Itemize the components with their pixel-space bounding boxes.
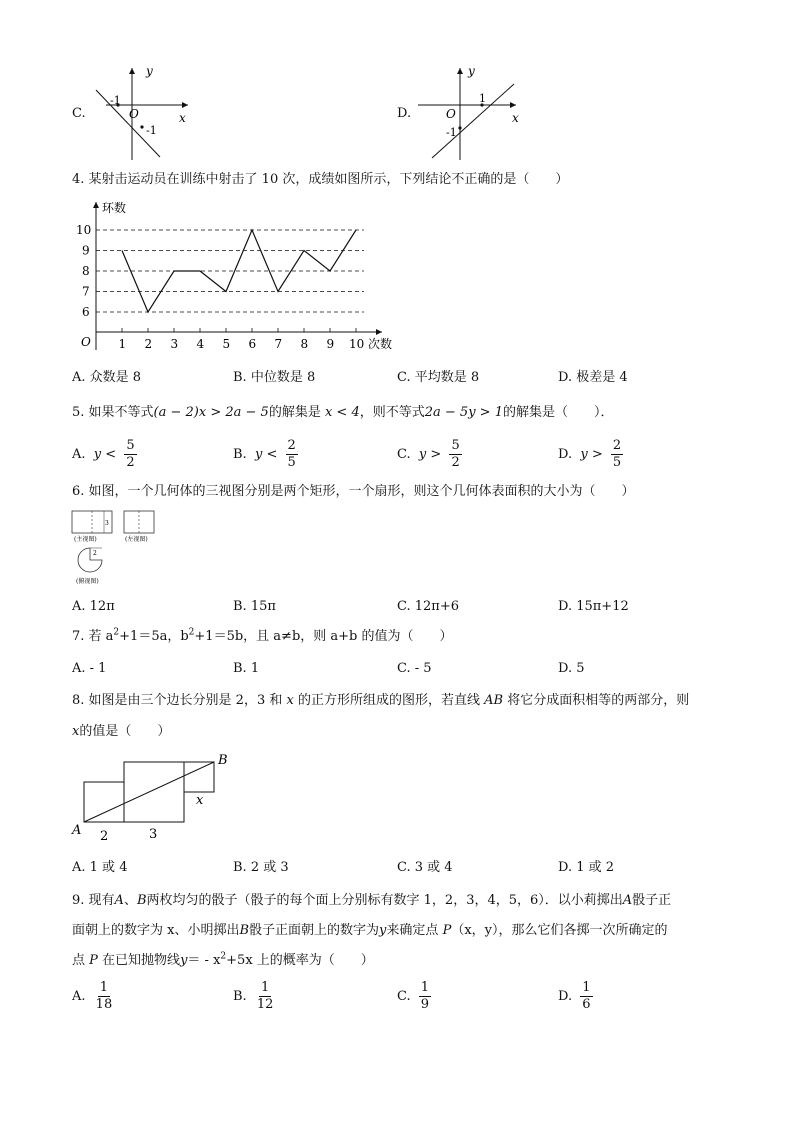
- x-tick-label: 5: [222, 337, 231, 351]
- q5-option-a[interactable]: A. y < $\frac{5}{2}$: [72, 438, 135, 470]
- q8-stem-line2: x的值是（ ）: [72, 724, 171, 739]
- x-tick-label: 10: [349, 337, 365, 351]
- tick-1-x: 1: [479, 92, 486, 105]
- q8-squares-figure: [68, 750, 238, 848]
- point-a-label: A: [72, 823, 82, 838]
- q6-option-a[interactable]: A. 12π: [72, 599, 115, 614]
- y-tick-label: 8: [82, 264, 90, 278]
- origin-label: O: [446, 107, 456, 121]
- x-label: x: [179, 111, 186, 125]
- origin-label: O: [81, 335, 91, 349]
- y-tick-label: 7: [82, 284, 90, 299]
- square-3: [124, 762, 184, 822]
- point-y-intercept: [458, 126, 461, 129]
- q9-stem-line1: 9. 现有A、B两枚均匀的骰子（骰子的每个面上分别标有数字 1，2，3，4，5，6）．以小莉掷出A骰子正: [72, 893, 672, 908]
- dim-2: 2: [93, 550, 97, 557]
- tick-neg1-y: -1: [446, 126, 457, 139]
- y-tick-label: 10: [76, 223, 92, 237]
- q7-option-a[interactable]: A. - 1: [72, 661, 107, 676]
- dim-3: 3: [105, 520, 109, 527]
- q8-stem-line1: 8. 如图是由三个边长分别是 2，3 和 x 的正方形所组成的图形，若直线 AB 将它分成面积相等的两部分，则: [72, 693, 690, 708]
- fraction: $\frac{1}{6}$: [582, 980, 591, 1012]
- y-tick-label: 6: [82, 305, 90, 319]
- tick-neg1-y: -1: [146, 124, 157, 137]
- square-2: [84, 782, 124, 822]
- q9-option-c[interactable]: C. $\frac{1}{9}$: [397, 980, 430, 1012]
- x-tick-label: 1: [118, 337, 127, 351]
- q3-option-d-label[interactable]: D.: [397, 106, 412, 121]
- x-axis-title: 次数: [368, 337, 393, 351]
- origin-label: O: [129, 107, 139, 121]
- x-tick-label: 9: [326, 337, 335, 351]
- q6-three-views: [70, 508, 170, 590]
- front-view-label: (主视图): [74, 536, 97, 543]
- q9-option-d[interactable]: D. $\frac{1}{6}$: [558, 980, 591, 1012]
- fraction: $\frac{1}{9}$: [420, 980, 430, 1012]
- solution-set: x < 4: [324, 405, 360, 420]
- side-2-label: 2: [100, 829, 109, 844]
- x-tick-label: 7: [274, 337, 283, 351]
- q4-option-a[interactable]: A. 众数是 8: [72, 370, 142, 385]
- q9-option-a[interactable]: A. $\frac{1}{18}$: [72, 980, 113, 1012]
- q9-stem-line2: 面朝上的数字为 x、小明掷出B骰子正面朝上的数字为y来确定点 P（x，y），那么它们各掷一次所确定的: [72, 923, 668, 938]
- q7-option-b[interactable]: B. 1: [233, 661, 260, 676]
- x-tick-label: 2: [144, 337, 153, 351]
- q7-option-d[interactable]: D. 5: [558, 661, 585, 676]
- point-b-label: B: [218, 753, 228, 768]
- fraction: $\frac{5}{2}$: [451, 438, 460, 470]
- q4-option-d[interactable]: D. 极差是 4: [558, 370, 628, 385]
- q7-stem: 7. 若 $a^2+1=5a$，$b^2+1=5b$，且 a≠b，则 a+b 的值为（ ）: [72, 627, 453, 644]
- fraction: $\frac{1}{12}$: [256, 980, 274, 1012]
- y-label: y: [468, 64, 475, 78]
- q8-option-c[interactable]: C. 3 或 4: [397, 860, 453, 875]
- inequality-2: 2a − 5y > 1: [424, 405, 503, 420]
- point-y-intercept: [140, 125, 143, 128]
- q4-option-b[interactable]: B. 中位数是 8: [233, 370, 316, 385]
- fraction: $\frac{2}{5}$: [287, 438, 296, 470]
- q4-option-c[interactable]: C. 平均数是 8: [397, 370, 480, 385]
- y-axis-title: 环数: [102, 201, 127, 215]
- q6-option-b[interactable]: B. 15π: [233, 599, 276, 614]
- fraction: $\frac{1}{18}$: [95, 980, 113, 1012]
- q9-option-b[interactable]: B. $\frac{1}{12}$: [233, 980, 274, 1012]
- left-view-label: (左视图): [125, 536, 148, 543]
- tick-neg1-x: -1: [110, 94, 121, 107]
- x-tick-label: 4: [196, 337, 205, 351]
- q6-option-c[interactable]: C. 12π+6: [397, 599, 459, 614]
- q5-option-d[interactable]: D. y > $\frac{2}{5}$: [558, 438, 622, 470]
- q4-line-chart: [72, 198, 412, 358]
- graph-line: [432, 84, 514, 158]
- q4-stem: 4. 某射击运动员在训练中射击了 10 次，成绩如图所示，下列结论不正确的是（ ）: [72, 172, 569, 187]
- x-tick-label: 8: [300, 337, 309, 351]
- q5-stem: 5. 如果不等式(a − 2)x > 2a − 5的解集是 x < 4，则不等式2a − 5y > 1的解集是（ ）．: [72, 405, 614, 420]
- top-view-sector: [78, 548, 102, 572]
- x-tick-label: 6: [248, 337, 257, 351]
- fraction: $\frac{5}{2}$: [126, 438, 135, 470]
- y-label: y: [146, 64, 153, 78]
- q3-option-c-label[interactable]: C.: [72, 106, 86, 121]
- q3-option-c-graph: [88, 60, 198, 162]
- q5-option-b[interactable]: B. y < $\frac{2}{5}$: [233, 438, 296, 470]
- x-label: x: [512, 111, 519, 125]
- fraction: $\frac{2}{5}$: [612, 438, 622, 470]
- q9-stem-line3: 点 P 在已知抛物线$y= - x^2+5x$ 上的概率为（ ）: [72, 951, 374, 968]
- left-view-rect: [124, 511, 154, 533]
- q5-option-c[interactable]: C. y > $\frac{5}{2}$: [397, 438, 460, 470]
- q8-option-a[interactable]: A. 1 或 4: [72, 860, 128, 875]
- square-x: [184, 762, 214, 792]
- side-x-label: x: [196, 793, 204, 808]
- top-view-label: (俯视图): [76, 578, 99, 585]
- q8-option-b[interactable]: B. 2 或 3: [233, 860, 289, 875]
- inequality-1: (a − 2)x > 2a − 5: [153, 405, 269, 420]
- q8-option-d[interactable]: D. 1 或 2: [558, 860, 615, 875]
- q6-option-d[interactable]: D. 15π+12: [558, 599, 629, 614]
- y-tick-label: 9: [82, 243, 90, 258]
- q7-option-c[interactable]: C. - 5: [397, 661, 432, 676]
- side-3-label: 3: [149, 827, 158, 842]
- q3-option-d-graph: [412, 60, 528, 164]
- x-tick-label: 3: [170, 337, 179, 351]
- q6-stem: 6. 如图，一个几何体的三视图分别是两个矩形，一个扇形，则这个几何体表面积的大小为（ ）: [72, 484, 635, 499]
